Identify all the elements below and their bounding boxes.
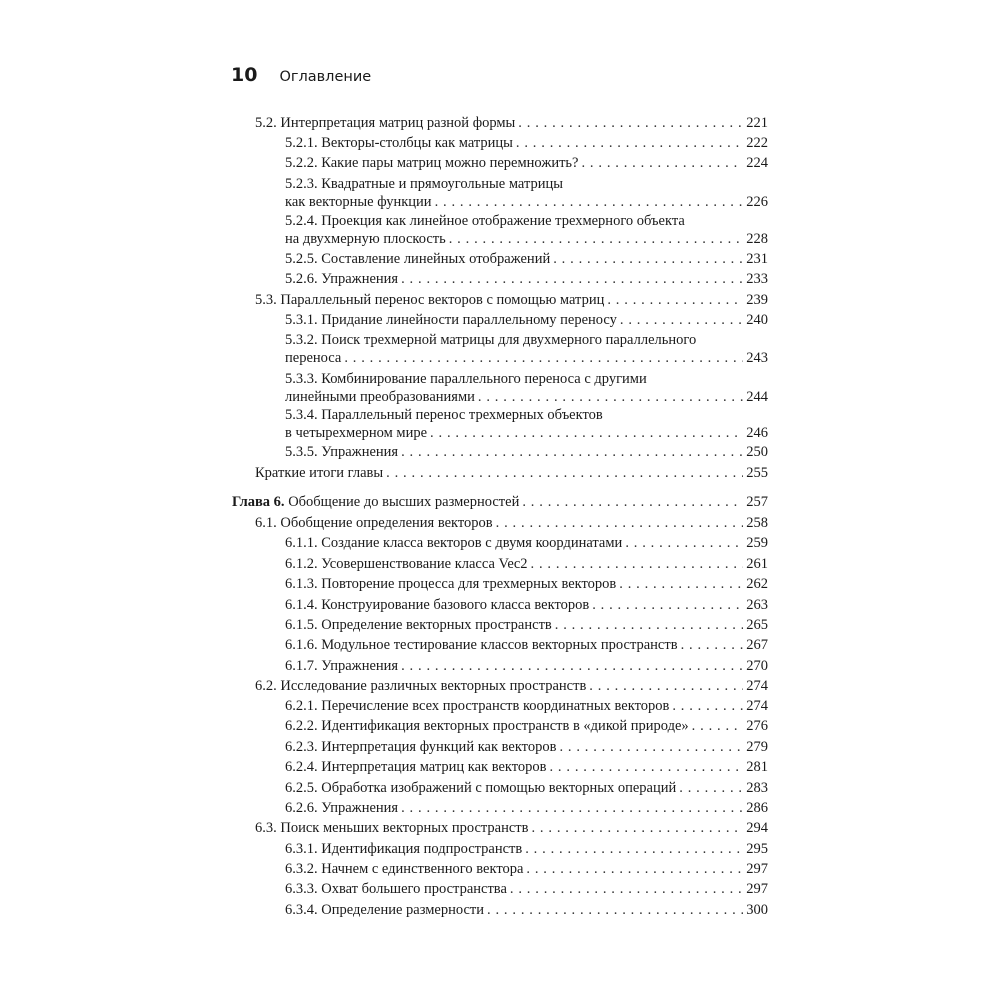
toc-entry-title-cont: переноса — [285, 350, 342, 366]
toc-entry[interactable] — [255, 677, 768, 695]
toc-page-number: 233 — [746, 271, 768, 287]
dot-leader — [525, 840, 743, 858]
dot-leader — [401, 443, 743, 461]
toc-entry[interactable] — [285, 616, 768, 634]
toc-page-number: 297 — [746, 881, 768, 897]
dot-leader — [679, 779, 743, 797]
dot-leader — [487, 901, 743, 919]
dot-leader — [386, 464, 743, 482]
toc-page-number: 244 — [746, 389, 768, 405]
dot-leader — [620, 311, 743, 329]
toc-entry-title: 6.1.4. Конструирование базового класса векторов — [285, 597, 590, 613]
dot-leader — [516, 134, 743, 152]
toc-page-number: 240 — [746, 312, 768, 328]
toc-entry-title: 6.1.2. Усовершенствование класса Vec2 — [285, 556, 528, 572]
toc-entry-title: 5.3.5. Упражнения — [285, 444, 399, 460]
toc-entry[interactable] — [255, 464, 768, 482]
toc-page-number: 228 — [746, 231, 768, 247]
toc-entry-title: 5.3.2. Поиск трехмерной матрицы для двухмерного параллельного — [285, 332, 697, 348]
toc-entry[interactable] — [285, 212, 768, 248]
dot-leader — [496, 514, 743, 532]
toc-page-number: 283 — [746, 780, 768, 796]
dot-leader — [589, 677, 743, 695]
toc-page-number: 258 — [746, 515, 768, 531]
toc-entry[interactable] — [285, 758, 768, 776]
dot-leader — [435, 193, 743, 211]
toc-entry[interactable] — [285, 534, 768, 552]
toc-entry-title: 6.1.3. Повторение процесса для трехмерных векторов — [285, 576, 617, 592]
toc-entry-title: 6.2.3. Интерпретация функций как векторов — [285, 739, 557, 755]
chapter-label: Глава 6. — [232, 494, 285, 510]
toc-entry[interactable] — [285, 596, 768, 614]
toc-entry-title: 6.1.1. Создание класса векторов с двумя координатами — [285, 535, 623, 551]
dot-leader — [672, 697, 743, 715]
dot-leader — [692, 717, 743, 735]
dot-leader — [625, 534, 743, 552]
toc-entry-title: 5.2. Интерпретация матриц разной формы — [255, 115, 516, 131]
toc-entry-title-cont: на двухмерную плоскость — [285, 231, 446, 247]
toc-entry-title: 5.2.3. Квадратные и прямоугольные матрицы — [285, 176, 564, 192]
dot-leader — [681, 636, 743, 654]
toc-page-number: 279 — [746, 739, 768, 755]
dot-leader — [526, 860, 743, 878]
dot-leader — [619, 575, 743, 593]
dot-leader — [344, 349, 743, 367]
toc-entry[interactable] — [285, 657, 768, 675]
toc-entry-title: 6.2.2. Идентификация векторных пространств в «дикой природе» — [285, 718, 689, 734]
dot-leader — [581, 154, 743, 172]
toc-page-number: 267 — [746, 637, 768, 653]
toc-entry[interactable] — [285, 779, 768, 797]
running-title: Оглавление — [279, 69, 372, 85]
toc-page-number: 231 — [746, 251, 768, 267]
toc-entry-title: 6.3.3. Охват большего пространства — [285, 881, 507, 897]
dot-leader — [559, 738, 743, 756]
toc-entry[interactable] — [285, 370, 768, 406]
toc-entry[interactable] — [255, 114, 768, 132]
toc-entry[interactable] — [285, 799, 768, 817]
toc-entry-title: 5.2.1. Векторы-столбцы как матрицы — [285, 135, 513, 151]
toc-page-number: 243 — [746, 350, 768, 366]
toc-page-number: 250 — [746, 444, 768, 460]
toc-entry-title: 6.3. Поиск меньших векторных пространств — [255, 820, 529, 836]
toc-page-number: 270 — [746, 658, 768, 674]
toc-entry[interactable] — [285, 717, 768, 735]
toc-page-number: 246 — [746, 425, 768, 441]
dot-leader — [518, 114, 743, 132]
toc-page-number: 295 — [746, 841, 768, 857]
dot-leader — [430, 424, 743, 442]
toc-entry[interactable] — [255, 819, 768, 837]
toc-entry-title: Обобщение до высших размерностей — [288, 494, 520, 510]
toc-entry-title: 6.1.5. Определение векторных пространств — [285, 617, 552, 633]
toc-page-number: 300 — [746, 902, 768, 918]
toc-page-number: 261 — [746, 556, 768, 572]
toc-page-number: 255 — [746, 465, 768, 481]
toc-entry-title-cont: в четырехмерном мире — [285, 425, 428, 441]
toc-entry-title: 6.1.6. Модульное тестирование классов векторных пространств — [285, 637, 678, 653]
dot-leader — [401, 270, 743, 288]
toc-page-number: 281 — [746, 759, 768, 775]
toc-entry[interactable] — [285, 311, 768, 329]
toc-page-number: 239 — [746, 292, 768, 308]
toc-page-number: 257 — [746, 494, 768, 510]
toc-entry[interactable] — [285, 331, 768, 367]
toc-page-number: 294 — [746, 820, 768, 836]
toc-entry-title: 5.3.3. Комбинирование параллельного переноса с другими — [285, 371, 647, 387]
toc-entry-title-cont: линейными преобразованиями — [285, 389, 475, 405]
toc-entry[interactable] — [285, 575, 768, 593]
toc-page-number: 286 — [746, 800, 768, 816]
toc-entry[interactable] — [285, 555, 768, 573]
toc-page-number: 221 — [746, 115, 768, 131]
dot-leader — [607, 291, 743, 309]
toc-page-number: 259 — [746, 535, 768, 551]
toc-entry[interactable] — [285, 406, 768, 442]
toc-entry-title: 6.3.1. Идентификация подпространств — [285, 841, 523, 857]
toc-entry[interactable] — [285, 175, 768, 211]
toc-entry[interactable] — [285, 134, 768, 152]
toc-entry-title: 5.2.5. Составление линейных отображений — [285, 251, 551, 267]
toc-entry-title: 6.2. Исследование различных векторных пространств — [255, 678, 587, 694]
toc-page-number: 222 — [746, 135, 768, 151]
toc-entry[interactable] — [285, 697, 768, 715]
toc-chapter-entry[interactable] — [232, 493, 768, 511]
toc-page-number: 226 — [746, 194, 768, 210]
toc-page-number: 276 — [746, 718, 768, 734]
toc-entry[interactable] — [285, 154, 768, 172]
toc-entry-title: 6.3.2. Начнем с единственного вектора — [285, 861, 524, 877]
toc-page-number: 263 — [746, 597, 768, 613]
toc-entry[interactable] — [285, 880, 768, 898]
toc-page-number: 265 — [746, 617, 768, 633]
toc-entry[interactable] — [285, 738, 768, 756]
toc-entry-title: Краткие итоги главы — [255, 465, 384, 481]
dot-leader — [592, 596, 743, 614]
toc-entry[interactable] — [255, 514, 768, 532]
toc-entry-title: 6.3.4. Определение размерности — [285, 902, 485, 918]
toc-entry[interactable] — [285, 860, 768, 878]
dot-leader — [510, 880, 743, 898]
dot-leader — [401, 657, 743, 675]
toc-entry[interactable] — [285, 901, 768, 919]
toc-entry-title: 5.3.4. Параллельный перенос трехмерных объектов — [285, 407, 603, 423]
toc-entry-title: 6.2.6. Упражнения — [285, 800, 399, 816]
dot-leader — [449, 230, 743, 248]
toc-entry[interactable] — [285, 636, 768, 654]
toc-entry-title: 6.1. Обобщение определения векторов — [255, 515, 493, 531]
dot-leader — [401, 799, 743, 817]
dot-leader — [549, 758, 743, 776]
toc-entry[interactable] — [285, 840, 768, 858]
toc-entry-title: 6.1.7. Упражнения — [285, 658, 399, 674]
toc-entry-title: 5.2.2. Какие пары матриц можно перемножить? — [285, 155, 579, 171]
toc-page-number: 262 — [746, 576, 768, 592]
toc-entry-title: 6.2.4. Интерпретация матриц как векторов — [285, 759, 547, 775]
toc-entry-title: 6.2.5. Обработка изображений с помощью векторных операций — [285, 780, 677, 796]
toc-entry-title: 5.3. Параллельный перенос векторов с помощью матриц — [255, 292, 605, 308]
dot-leader — [531, 555, 743, 573]
dot-leader — [478, 388, 743, 406]
toc-page-number: 274 — [746, 698, 768, 714]
toc-entry[interactable] — [285, 250, 768, 268]
page-number: 10 — [231, 64, 258, 86]
dot-leader — [555, 616, 743, 634]
toc-entry-title: 5.3.1. Придание линейности параллельному переносу — [285, 312, 617, 328]
dot-leader — [553, 250, 743, 268]
toc-entry[interactable] — [255, 291, 768, 309]
toc-entry[interactable] — [285, 270, 768, 288]
dot-leader — [522, 493, 743, 511]
toc-entry-title: 6.2.1. Перечисление всех пространств координатных векторов — [285, 698, 670, 714]
toc-entry-title: 5.2.4. Проекция как линейное отображение трехмерного объекта — [285, 213, 685, 229]
dot-leader — [531, 819, 743, 837]
toc-page-number: 224 — [746, 155, 768, 171]
toc-page-number: 274 — [746, 678, 768, 694]
toc-entry[interactable] — [285, 443, 768, 461]
toc-entry-title-cont: как векторные функции — [285, 194, 432, 210]
toc-entry-title: 5.2.6. Упражнения — [285, 271, 399, 287]
toc-page-number: 297 — [746, 861, 768, 877]
